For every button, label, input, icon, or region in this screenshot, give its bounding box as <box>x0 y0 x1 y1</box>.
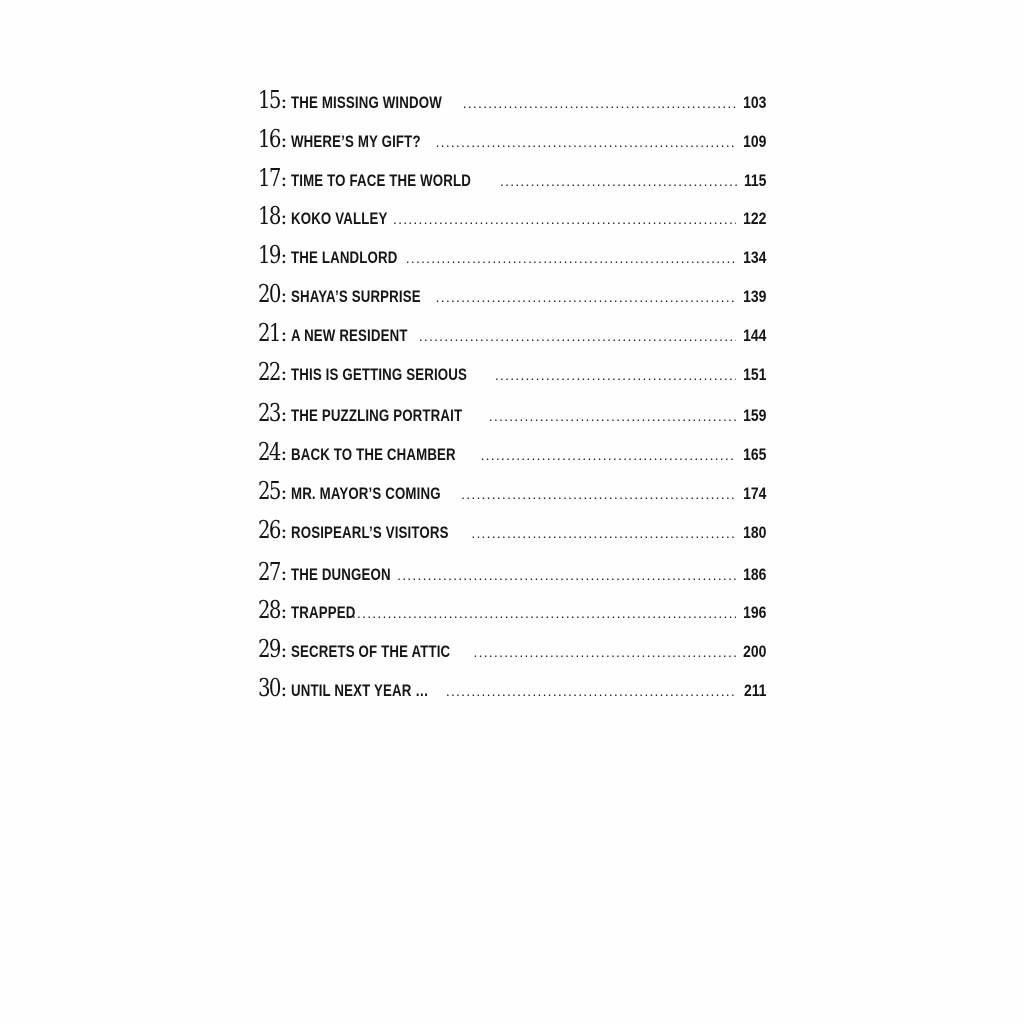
page-number: 200 <box>742 642 766 662</box>
chapter-number: 30 <box>258 673 280 702</box>
dot-leader <box>436 134 736 150</box>
chapter-number: 26 <box>258 515 280 544</box>
toc-entry: 24 : BACK TO THE CHAMBER ..... 165 <box>258 438 766 477</box>
chapter-number: 23 <box>258 399 280 428</box>
page-number: 144 <box>742 325 766 345</box>
chapter-number: 25 <box>258 476 280 505</box>
page-number: 211 <box>743 680 766 700</box>
dot-leader <box>461 486 735 502</box>
chapter-title: WHERE’S MY GIFT? <box>291 131 421 151</box>
chapter-number: 15 <box>258 86 280 114</box>
page-number: 103 <box>742 93 766 112</box>
dot-leader <box>481 447 736 463</box>
chapter-number: 19 <box>258 241 280 270</box>
page-number: 139 <box>742 286 766 306</box>
page-number: 122 <box>742 209 766 229</box>
toc-entry: 21 : A NEW RESIDENT ..... 144 <box>258 319 766 358</box>
dot-leader <box>406 250 736 266</box>
chapter-title: THE LANDLORD <box>291 248 398 268</box>
chapter-number: 28 <box>258 596 280 625</box>
toc-entry: 28 : TRAPPED ..... 196 <box>258 596 766 635</box>
page-number: 115 <box>743 170 766 190</box>
toc-entry: 19 : THE LANDLORD ..... 134 <box>258 241 766 280</box>
dot-leader <box>471 525 735 541</box>
toc-entry: 15 : THE MISSING WINDOW ..... 103 <box>258 86 766 125</box>
toc-entry: 30 : UNTIL NEXT YEAR … ..... 211 <box>258 674 766 713</box>
page-number: 196 <box>742 603 766 623</box>
dot-leader <box>495 367 736 383</box>
chapter-number: 27 <box>258 557 280 586</box>
toc-entry: 16 : WHERE’S MY GIFT? ..... 109 <box>258 125 766 164</box>
page-number: 151 <box>742 364 766 384</box>
chapter-title: KOKO VALLEY <box>291 209 388 229</box>
chapter-title: SECRETS OF THE ATTIC <box>291 642 451 662</box>
chapter-title: THE PUZZLING PORTRAIT <box>291 406 463 426</box>
page-number: 186 <box>742 564 766 584</box>
toc-entry: 17 : TIME TO FACE THE WORLD ..... 115 <box>258 164 766 203</box>
toc-entry: 25 : MR. MAYOR’S COMING ..... 174 <box>258 477 766 516</box>
dot-leader <box>500 173 737 189</box>
chapter-title: SHAYA’S SURPRISE <box>291 286 422 306</box>
page-number: 134 <box>742 248 766 268</box>
chapter-number: 24 <box>258 438 280 467</box>
chapter-title: BACK TO THE CHAMBER <box>291 445 457 465</box>
chapter-number: 20 <box>258 279 280 308</box>
toc-entry: 23 : THE PUZZLING PORTRAIT ..... 159 <box>258 399 766 438</box>
dot-leader <box>463 95 736 111</box>
page-number: 165 <box>742 445 766 465</box>
chapter-title: MR. MAYOR’S COMING <box>291 483 441 503</box>
chapter-title: THIS IS GETTING SERIOUS <box>291 364 468 384</box>
page-number: 174 <box>742 483 766 503</box>
toc-entry: 22 : THIS IS GETTING SERIOUS ..... 151 <box>258 358 766 397</box>
dot-leader <box>446 683 737 699</box>
dot-leader <box>397 567 736 583</box>
toc-entry: 27 : THE DUNGEON ..... 186 <box>258 558 766 597</box>
chapter-number: 17 <box>258 163 280 192</box>
dot-leader <box>474 644 736 660</box>
toc-entry: 18 : KOKO VALLEY ..... 122 <box>258 202 766 241</box>
toc-entry: 26 : ROSIPEARL’S VISITORS ..... 180 <box>258 516 766 555</box>
dot-leader <box>489 408 736 424</box>
chapter-title: THE DUNGEON <box>291 564 392 584</box>
chapter-number: 18 <box>258 202 280 231</box>
chapter-title: TRAPPED <box>291 603 356 623</box>
dot-leader <box>419 328 736 344</box>
dot-leader <box>352 605 736 621</box>
dot-leader <box>393 211 736 227</box>
toc-entry: 20 : SHAYA’S SURPRISE ..... 139 <box>258 280 766 319</box>
chapter-number: 21 <box>258 318 280 347</box>
chapter-title: A NEW RESIDENT <box>291 325 408 345</box>
chapter-title: UNTIL NEXT YEAR … <box>291 680 430 700</box>
page-number: 159 <box>742 406 766 426</box>
dot-leader <box>436 289 736 305</box>
page-number: 109 <box>742 131 766 151</box>
chapter-title: THE MISSING WINDOW <box>291 93 443 112</box>
chapter-number: 22 <box>258 357 280 386</box>
chapter-number: 16 <box>258 124 280 153</box>
table-of-contents <box>258 86 766 713</box>
chapter-title: ROSIPEARL’S VISITORS <box>291 522 449 542</box>
page-number: 180 <box>742 522 766 542</box>
chapter-title: TIME TO FACE THE WORLD <box>291 170 472 190</box>
toc-entry: 29 : SECRETS OF THE ATTIC ..... 200 <box>258 635 766 674</box>
chapter-number: 29 <box>258 635 280 664</box>
